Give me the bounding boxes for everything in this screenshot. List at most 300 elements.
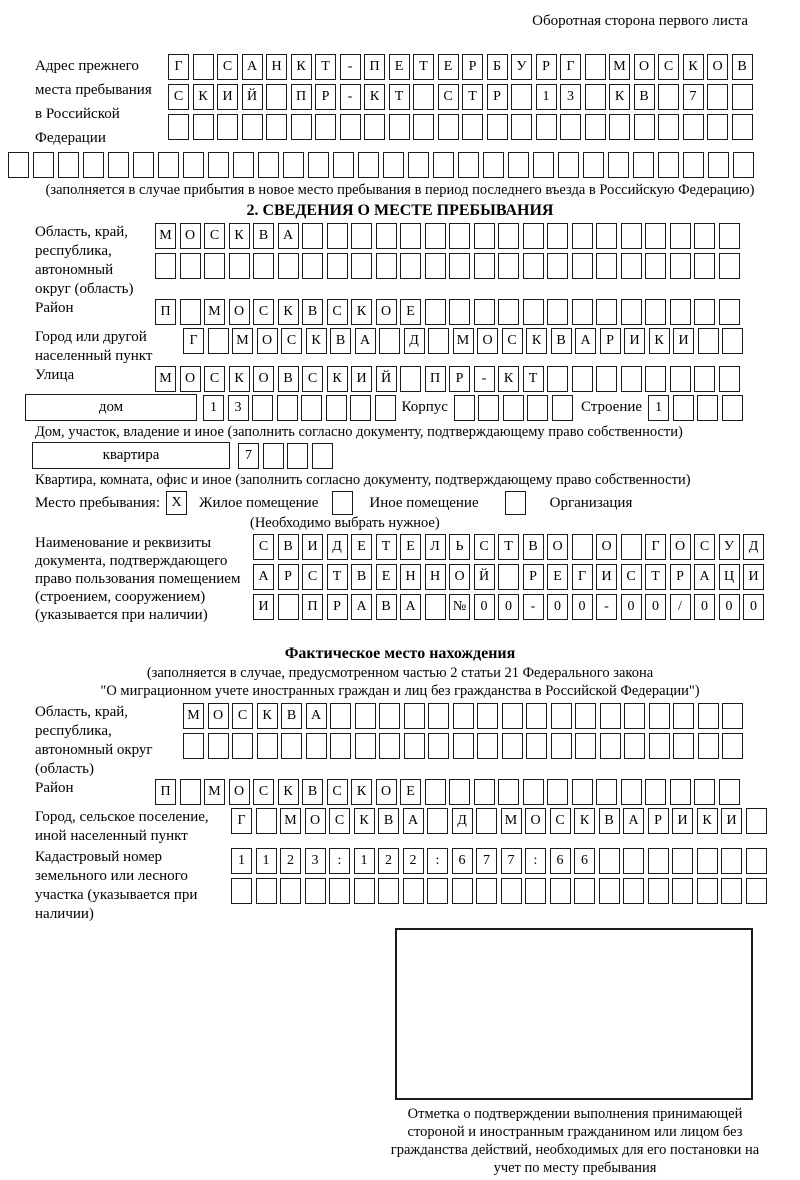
char-box[interactable]: С	[253, 779, 274, 805]
char-box[interactable]: -	[523, 594, 544, 620]
char-box[interactable]: М	[204, 299, 225, 325]
char-box[interactable]	[621, 253, 642, 279]
char-box[interactable]	[721, 848, 742, 874]
char-box[interactable]	[379, 703, 400, 729]
char-box[interactable]: С	[502, 328, 523, 354]
char-box[interactable]	[698, 733, 719, 759]
char-box[interactable]	[379, 328, 400, 354]
char-box[interactable]	[694, 253, 715, 279]
char-box[interactable]: К	[306, 328, 327, 354]
char-box[interactable]: -	[474, 366, 495, 392]
char-box[interactable]	[572, 253, 593, 279]
char-box[interactable]: С	[253, 534, 274, 560]
char-box[interactable]: О	[180, 366, 201, 392]
char-box[interactable]: А	[623, 808, 644, 834]
char-box[interactable]	[8, 152, 29, 178]
char-box[interactable]	[600, 703, 621, 729]
char-box[interactable]	[746, 848, 767, 874]
char-box[interactable]	[645, 253, 666, 279]
char-box[interactable]	[575, 703, 596, 729]
char-box[interactable]	[547, 223, 568, 249]
char-box[interactable]	[624, 703, 645, 729]
char-box[interactable]: 0	[694, 594, 715, 620]
char-box[interactable]: М	[232, 328, 253, 354]
char-box[interactable]: Й	[474, 564, 495, 590]
char-box[interactable]: О	[596, 534, 617, 560]
char-box[interactable]	[438, 114, 459, 140]
char-box[interactable]: К	[229, 366, 250, 392]
char-box[interactable]	[648, 878, 669, 904]
char-box[interactable]	[721, 878, 742, 904]
char-box[interactable]: 0	[572, 594, 593, 620]
char-box[interactable]: И	[351, 366, 372, 392]
char-box[interactable]: Р	[648, 808, 669, 834]
char-box[interactable]	[572, 779, 593, 805]
char-box[interactable]	[508, 152, 529, 178]
char-box[interactable]	[375, 395, 396, 421]
char-box[interactable]: Г	[572, 564, 593, 590]
char-box[interactable]: В	[302, 779, 323, 805]
char-box[interactable]: В	[278, 534, 299, 560]
char-box[interactable]	[697, 878, 718, 904]
char-box[interactable]: Т	[462, 84, 483, 110]
char-box[interactable]: Д	[452, 808, 473, 834]
char-box[interactable]: :	[525, 848, 546, 874]
char-box[interactable]	[256, 808, 277, 834]
char-box[interactable]: А	[242, 54, 263, 80]
char-box[interactable]: С	[302, 366, 323, 392]
char-box[interactable]: К	[351, 779, 372, 805]
char-box[interactable]: Е	[400, 299, 421, 325]
char-box[interactable]: С	[621, 564, 642, 590]
char-box[interactable]	[256, 878, 277, 904]
char-box[interactable]: С	[168, 84, 189, 110]
char-box[interactable]: К	[609, 84, 630, 110]
char-box[interactable]	[231, 878, 252, 904]
char-box[interactable]: К	[327, 366, 348, 392]
char-box[interactable]: К	[574, 808, 595, 834]
char-box[interactable]: О	[229, 299, 250, 325]
char-box[interactable]	[302, 253, 323, 279]
char-box[interactable]	[242, 114, 263, 140]
char-box[interactable]	[305, 878, 326, 904]
char-box[interactable]	[732, 114, 753, 140]
char-box[interactable]	[287, 443, 308, 469]
char-box[interactable]: О	[253, 366, 274, 392]
char-box[interactable]: К	[257, 703, 278, 729]
char-box[interactable]	[155, 253, 176, 279]
char-box[interactable]: С	[329, 808, 350, 834]
char-box[interactable]	[583, 152, 604, 178]
char-box[interactable]	[645, 223, 666, 249]
char-box[interactable]	[547, 299, 568, 325]
char-box[interactable]	[502, 703, 523, 729]
char-box[interactable]: Т	[498, 534, 519, 560]
char-box[interactable]	[585, 114, 606, 140]
char-box[interactable]: О	[707, 54, 728, 80]
char-box[interactable]	[658, 152, 679, 178]
char-box[interactable]: И	[217, 84, 238, 110]
char-box[interactable]	[670, 223, 691, 249]
char-box[interactable]: О	[547, 534, 568, 560]
char-box[interactable]	[670, 366, 691, 392]
char-box[interactable]: Е	[438, 54, 459, 80]
char-box[interactable]	[462, 114, 483, 140]
char-box[interactable]	[558, 152, 579, 178]
char-box[interactable]: 1	[354, 848, 375, 874]
char-box[interactable]: М	[609, 54, 630, 80]
checkbox-other-premises[interactable]	[332, 491, 353, 515]
char-box[interactable]	[208, 733, 229, 759]
char-box[interactable]	[523, 779, 544, 805]
char-box[interactable]	[180, 253, 201, 279]
char-box[interactable]: В	[278, 366, 299, 392]
char-box[interactable]: Р	[600, 328, 621, 354]
char-box[interactable]	[694, 779, 715, 805]
char-box[interactable]	[428, 328, 449, 354]
char-box[interactable]: В	[523, 534, 544, 560]
char-box[interactable]	[477, 733, 498, 759]
char-box[interactable]	[474, 299, 495, 325]
char-box[interactable]	[351, 223, 372, 249]
char-box[interactable]	[719, 299, 740, 325]
char-box[interactable]: Р	[523, 564, 544, 590]
char-box[interactable]: -	[596, 594, 617, 620]
char-box[interactable]: 6	[550, 848, 571, 874]
char-box[interactable]	[722, 395, 743, 421]
char-box[interactable]	[340, 114, 361, 140]
char-box[interactable]	[454, 395, 475, 421]
char-box[interactable]: П	[364, 54, 385, 80]
char-box[interactable]	[204, 253, 225, 279]
char-box[interactable]	[312, 443, 333, 469]
char-box[interactable]	[694, 299, 715, 325]
char-box[interactable]: 7	[238, 443, 259, 469]
char-box[interactable]	[498, 253, 519, 279]
char-box[interactable]: 2	[403, 848, 424, 874]
char-box[interactable]	[400, 366, 421, 392]
char-box[interactable]: А	[306, 703, 327, 729]
char-box[interactable]: П	[425, 366, 446, 392]
char-box[interactable]	[719, 779, 740, 805]
char-box[interactable]	[232, 733, 253, 759]
char-box[interactable]: К	[697, 808, 718, 834]
char-box[interactable]	[301, 395, 322, 421]
char-box[interactable]: Д	[743, 534, 764, 560]
char-box[interactable]: А	[575, 328, 596, 354]
char-box[interactable]: Н	[266, 54, 287, 80]
char-box[interactable]: Т	[315, 54, 336, 80]
char-box[interactable]	[355, 733, 376, 759]
char-box[interactable]	[453, 703, 474, 729]
char-box[interactable]: И	[302, 534, 323, 560]
char-box[interactable]	[694, 223, 715, 249]
char-box[interactable]: Ц	[719, 564, 740, 590]
char-box[interactable]	[670, 253, 691, 279]
char-box[interactable]: 3	[228, 395, 249, 421]
char-box[interactable]	[108, 152, 129, 178]
char-box[interactable]: 0	[547, 594, 568, 620]
char-box[interactable]: Р	[327, 594, 348, 620]
char-box[interactable]	[649, 733, 670, 759]
char-box[interactable]: Е	[400, 779, 421, 805]
char-box[interactable]: Е	[400, 534, 421, 560]
char-box[interactable]: А	[355, 328, 376, 354]
char-box[interactable]: Т	[389, 84, 410, 110]
char-box[interactable]: 0	[621, 594, 642, 620]
char-box[interactable]	[333, 152, 354, 178]
char-box[interactable]: С	[253, 299, 274, 325]
char-box[interactable]: У	[719, 534, 740, 560]
char-box[interactable]: С	[327, 779, 348, 805]
char-box[interactable]	[621, 779, 642, 805]
char-box[interactable]	[315, 114, 336, 140]
char-box[interactable]: К	[278, 299, 299, 325]
char-box[interactable]	[707, 114, 728, 140]
char-box[interactable]: Т	[645, 564, 666, 590]
char-box[interactable]: 0	[645, 594, 666, 620]
char-box[interactable]	[291, 114, 312, 140]
char-box[interactable]	[263, 443, 284, 469]
char-box[interactable]	[404, 733, 425, 759]
char-box[interactable]	[193, 114, 214, 140]
char-box[interactable]	[474, 253, 495, 279]
char-box[interactable]: О	[634, 54, 655, 80]
char-box[interactable]: Г	[231, 808, 252, 834]
char-box[interactable]	[574, 878, 595, 904]
char-box[interactable]: 0	[498, 594, 519, 620]
char-box[interactable]: О	[305, 808, 326, 834]
char-box[interactable]	[572, 534, 593, 560]
char-box[interactable]: А	[351, 594, 372, 620]
char-box[interactable]: О	[376, 779, 397, 805]
char-box[interactable]	[733, 152, 754, 178]
char-box[interactable]	[572, 366, 593, 392]
char-box[interactable]	[302, 223, 323, 249]
char-box[interactable]: В	[351, 564, 372, 590]
char-box[interactable]	[449, 779, 470, 805]
char-box[interactable]: С	[217, 54, 238, 80]
char-box[interactable]: К	[291, 54, 312, 80]
char-box[interactable]: В	[253, 223, 274, 249]
char-box[interactable]: К	[683, 54, 704, 80]
char-box[interactable]: Р	[536, 54, 557, 80]
char-box[interactable]	[633, 152, 654, 178]
char-box[interactable]	[648, 848, 669, 874]
char-box[interactable]	[403, 878, 424, 904]
char-box[interactable]	[547, 779, 568, 805]
char-box[interactable]	[452, 878, 473, 904]
char-box[interactable]	[425, 779, 446, 805]
char-box[interactable]	[180, 779, 201, 805]
char-box[interactable]	[658, 114, 679, 140]
char-box[interactable]	[722, 703, 743, 729]
char-box[interactable]	[599, 848, 620, 874]
char-box[interactable]: И	[673, 328, 694, 354]
char-box[interactable]: А	[400, 594, 421, 620]
char-box[interactable]: Д	[327, 534, 348, 560]
char-box[interactable]	[523, 253, 544, 279]
char-box[interactable]: М	[501, 808, 522, 834]
char-box[interactable]: О	[376, 299, 397, 325]
char-box[interactable]	[449, 253, 470, 279]
char-box[interactable]	[596, 779, 617, 805]
char-box[interactable]	[478, 395, 499, 421]
char-box[interactable]: И	[253, 594, 274, 620]
checkbox-organization[interactable]	[505, 491, 526, 515]
char-box[interactable]	[425, 594, 446, 620]
char-box[interactable]: И	[596, 564, 617, 590]
char-box[interactable]	[326, 395, 347, 421]
char-box[interactable]	[413, 84, 434, 110]
char-box[interactable]	[525, 878, 546, 904]
char-box[interactable]: И	[624, 328, 645, 354]
char-box[interactable]: Т	[376, 534, 397, 560]
char-box[interactable]	[672, 848, 693, 874]
char-box[interactable]	[487, 114, 508, 140]
char-box[interactable]: И	[743, 564, 764, 590]
char-box[interactable]: П	[155, 779, 176, 805]
char-box[interactable]: А	[278, 223, 299, 249]
char-box[interactable]	[547, 253, 568, 279]
char-box[interactable]: 1	[203, 395, 224, 421]
char-box[interactable]: К	[229, 223, 250, 249]
char-box[interactable]	[670, 299, 691, 325]
char-box[interactable]	[511, 84, 532, 110]
char-box[interactable]: П	[291, 84, 312, 110]
char-box[interactable]	[253, 253, 274, 279]
char-box[interactable]	[596, 299, 617, 325]
char-box[interactable]	[306, 733, 327, 759]
char-box[interactable]: С	[281, 328, 302, 354]
char-box[interactable]	[746, 808, 767, 834]
char-box[interactable]	[572, 223, 593, 249]
char-box[interactable]	[722, 328, 743, 354]
char-box[interactable]	[600, 733, 621, 759]
char-box[interactable]	[413, 114, 434, 140]
char-box[interactable]	[193, 54, 214, 80]
char-box[interactable]: О	[525, 808, 546, 834]
char-box[interactable]: А	[694, 564, 715, 590]
char-box[interactable]: К	[364, 84, 385, 110]
char-box[interactable]: Д	[404, 328, 425, 354]
char-box[interactable]: И	[721, 808, 742, 834]
char-box[interactable]	[383, 152, 404, 178]
char-box[interactable]	[474, 779, 495, 805]
char-box[interactable]	[608, 152, 629, 178]
char-box[interactable]	[719, 223, 740, 249]
char-box[interactable]	[278, 594, 299, 620]
char-box[interactable]	[180, 299, 201, 325]
char-box[interactable]	[547, 366, 568, 392]
char-box[interactable]: Б	[487, 54, 508, 80]
char-box[interactable]	[670, 779, 691, 805]
char-box[interactable]	[501, 878, 522, 904]
char-box[interactable]	[379, 733, 400, 759]
char-box[interactable]	[550, 878, 571, 904]
char-box[interactable]: 7	[501, 848, 522, 874]
char-box[interactable]	[621, 223, 642, 249]
char-box[interactable]	[708, 152, 729, 178]
char-box[interactable]	[697, 395, 718, 421]
char-box[interactable]: Г	[645, 534, 666, 560]
char-box[interactable]: Г	[168, 54, 189, 80]
char-box[interactable]	[722, 733, 743, 759]
char-box[interactable]	[572, 299, 593, 325]
char-box[interactable]: О	[670, 534, 691, 560]
char-box[interactable]: В	[302, 299, 323, 325]
char-box[interactable]: М	[183, 703, 204, 729]
char-box[interactable]: Г	[560, 54, 581, 80]
checkbox-residential[interactable]: X	[166, 491, 187, 515]
char-box[interactable]	[502, 733, 523, 759]
char-box[interactable]	[498, 299, 519, 325]
char-box[interactable]	[183, 733, 204, 759]
char-box[interactable]: С	[327, 299, 348, 325]
char-box[interactable]	[158, 152, 179, 178]
char-box[interactable]	[308, 152, 329, 178]
char-box[interactable]: Ь	[449, 534, 470, 560]
char-box[interactable]: 3	[560, 84, 581, 110]
char-box[interactable]: Т	[413, 54, 434, 80]
char-box[interactable]: Й	[242, 84, 263, 110]
char-box[interactable]: В	[634, 84, 655, 110]
char-box[interactable]: /	[670, 594, 691, 620]
char-box[interactable]: П	[155, 299, 176, 325]
char-box[interactable]: 0	[719, 594, 740, 620]
char-box[interactable]	[33, 152, 54, 178]
char-box[interactable]	[327, 223, 348, 249]
char-box[interactable]	[266, 84, 287, 110]
char-box[interactable]	[697, 848, 718, 874]
char-box[interactable]	[376, 253, 397, 279]
char-box[interactable]: Е	[547, 564, 568, 590]
char-box[interactable]	[596, 366, 617, 392]
char-box[interactable]	[673, 703, 694, 729]
char-box[interactable]	[389, 114, 410, 140]
char-box[interactable]	[281, 733, 302, 759]
char-box[interactable]	[746, 878, 767, 904]
char-box[interactable]: О	[477, 328, 498, 354]
char-box[interactable]	[133, 152, 154, 178]
char-box[interactable]: Р	[449, 366, 470, 392]
char-box[interactable]	[83, 152, 104, 178]
char-box[interactable]	[330, 733, 351, 759]
char-box[interactable]	[58, 152, 79, 178]
char-box[interactable]: М	[155, 366, 176, 392]
char-box[interactable]: К	[351, 299, 372, 325]
char-box[interactable]	[449, 299, 470, 325]
char-box[interactable]	[350, 395, 371, 421]
char-box[interactable]	[694, 366, 715, 392]
char-box[interactable]: С	[204, 223, 225, 249]
char-box[interactable]	[511, 114, 532, 140]
char-box[interactable]: С	[438, 84, 459, 110]
char-box[interactable]	[732, 84, 753, 110]
char-box[interactable]	[526, 733, 547, 759]
char-box[interactable]	[551, 703, 572, 729]
char-box[interactable]	[476, 808, 497, 834]
char-box[interactable]	[527, 395, 548, 421]
char-box[interactable]	[560, 114, 581, 140]
char-box[interactable]	[327, 253, 348, 279]
char-box[interactable]	[428, 733, 449, 759]
char-box[interactable]: М	[155, 223, 176, 249]
char-box[interactable]: В	[330, 328, 351, 354]
char-box[interactable]	[266, 114, 287, 140]
char-box[interactable]	[449, 223, 470, 249]
char-box[interactable]	[523, 299, 544, 325]
